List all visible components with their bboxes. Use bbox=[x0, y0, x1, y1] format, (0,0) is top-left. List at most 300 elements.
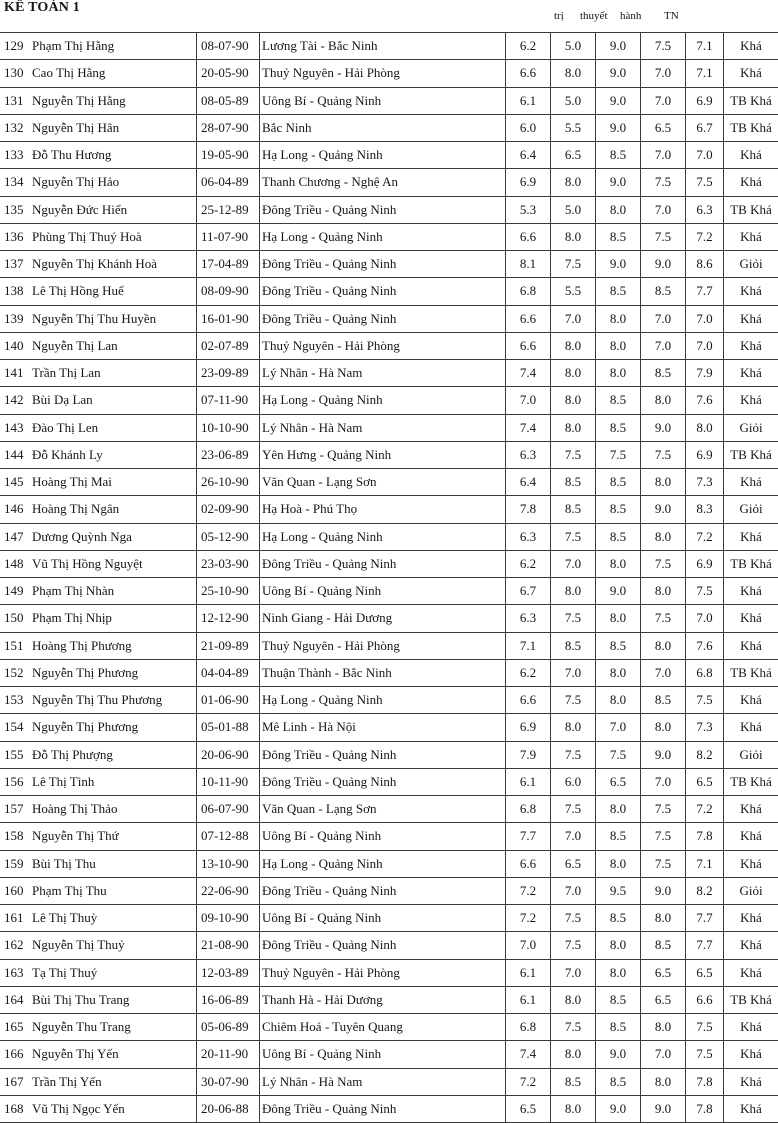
ranking-cell: Giỏi bbox=[724, 877, 778, 904]
score-cell: 6.3 bbox=[506, 523, 551, 550]
row-number-cell: 163 bbox=[0, 959, 29, 986]
score-cell: 8.0 bbox=[551, 1041, 596, 1068]
score-cell: 9.0 bbox=[641, 251, 686, 278]
score-cell: 8.0 bbox=[551, 387, 596, 414]
score-cell: 7.5 bbox=[641, 441, 686, 468]
hometown-cell: Đông Triều - Quảng Ninh bbox=[260, 550, 506, 577]
score-cell: 7.0 bbox=[641, 768, 686, 795]
score-cell: 6.1 bbox=[506, 768, 551, 795]
birth-date-cell: 26-10-90 bbox=[197, 469, 260, 496]
ranking-cell: Khá bbox=[724, 387, 778, 414]
ranking-cell: Khá bbox=[724, 905, 778, 932]
row-number-cell: 139 bbox=[0, 305, 29, 332]
student-name-cell: Hoàng Thị Ngân bbox=[29, 496, 197, 523]
score-cell: 7.4 bbox=[506, 1041, 551, 1068]
ranking-cell: Khá bbox=[724, 687, 778, 714]
score-cell: 7.5 bbox=[641, 850, 686, 877]
ranking-cell: Khá bbox=[724, 223, 778, 250]
score-cell: 8.5 bbox=[596, 1068, 641, 1095]
student-name-cell: Hoàng Thị Mai bbox=[29, 469, 197, 496]
hometown-cell: Đông Triều - Quảng Ninh bbox=[260, 251, 506, 278]
table-row bbox=[0, 1041, 778, 1068]
birth-date-cell: 10-11-90 bbox=[197, 768, 260, 795]
ranking-cell: Khá bbox=[724, 305, 778, 332]
row-number-cell: 129 bbox=[0, 33, 29, 60]
row-number-cell: 137 bbox=[0, 251, 29, 278]
score-cell: 8.0 bbox=[641, 905, 686, 932]
student-name-cell: Phạm Thị Hằng bbox=[29, 33, 197, 60]
birth-date-cell: 25-10-90 bbox=[197, 578, 260, 605]
ranking-cell: Khá bbox=[724, 605, 778, 632]
ranking-cell: TB Khá bbox=[724, 441, 778, 468]
hometown-cell: Thanh Hà - Hải Dương bbox=[260, 986, 506, 1013]
birth-date-cell: 05-06-89 bbox=[197, 1014, 260, 1041]
score-cell: 8.0 bbox=[551, 60, 596, 87]
score-cell: 6.7 bbox=[686, 114, 724, 141]
score-cell: 7.8 bbox=[686, 1068, 724, 1095]
score-cell: 7.5 bbox=[551, 523, 596, 550]
score-cell: 7.2 bbox=[686, 223, 724, 250]
hometown-cell: Uông Bí - Quảng Ninh bbox=[260, 87, 506, 114]
table-row bbox=[0, 796, 778, 823]
birth-date-cell: 08-09-90 bbox=[197, 278, 260, 305]
score-cell: 8.0 bbox=[596, 332, 641, 359]
ranking-cell: TB Khá bbox=[724, 114, 778, 141]
score-cell: 7.2 bbox=[686, 796, 724, 823]
ranking-cell: Khá bbox=[724, 523, 778, 550]
score-cell: 7.9 bbox=[506, 741, 551, 768]
score-cell: 6.2 bbox=[506, 33, 551, 60]
ranking-cell: Khá bbox=[724, 796, 778, 823]
ranking-cell: TB Khá bbox=[724, 659, 778, 686]
ranking-cell: Giỏi bbox=[724, 414, 778, 441]
score-cell: 8.5 bbox=[641, 360, 686, 387]
student-name-cell: Nguyễn Thị Thu Phương bbox=[29, 687, 197, 714]
score-cell: 8.6 bbox=[686, 251, 724, 278]
score-cell: 7.7 bbox=[506, 823, 551, 850]
score-cell: 7.5 bbox=[641, 550, 686, 577]
ranking-cell: Khá bbox=[724, 823, 778, 850]
table-row bbox=[0, 850, 778, 877]
birth-date-cell: 11-07-90 bbox=[197, 223, 260, 250]
row-number-cell: 132 bbox=[0, 114, 29, 141]
hometown-cell: Thuỷ Nguyên - Hải Phòng bbox=[260, 332, 506, 359]
score-cell: 7.5 bbox=[551, 441, 596, 468]
score-cell: 7.0 bbox=[686, 305, 724, 332]
ranking-cell: Khá bbox=[724, 1014, 778, 1041]
table-row bbox=[0, 523, 778, 550]
student-name-cell: Nguyễn Thị Lan bbox=[29, 332, 197, 359]
score-cell: 8.5 bbox=[551, 1068, 596, 1095]
score-cell: 9.0 bbox=[641, 414, 686, 441]
row-number-cell: 140 bbox=[0, 332, 29, 359]
hometown-cell: Bắc Ninh bbox=[260, 114, 506, 141]
score-cell: 9.0 bbox=[596, 114, 641, 141]
student-name-cell: Vũ Thị Hồng Nguyệt bbox=[29, 550, 197, 577]
score-cell: 7.2 bbox=[506, 1068, 551, 1095]
birth-date-cell: 23-03-90 bbox=[197, 550, 260, 577]
row-number-cell: 160 bbox=[0, 877, 29, 904]
row-number-cell: 130 bbox=[0, 60, 29, 87]
score-cell: 7.7 bbox=[686, 905, 724, 932]
score-cell: 5.0 bbox=[551, 196, 596, 223]
score-cell: 8.0 bbox=[596, 959, 641, 986]
student-name-cell: Nguyễn Thu Trang bbox=[29, 1014, 197, 1041]
score-cell: 7.8 bbox=[686, 1095, 724, 1122]
hometown-cell: Yên Hưng - Quảng Ninh bbox=[260, 441, 506, 468]
birth-date-cell: 07-12-88 bbox=[197, 823, 260, 850]
birth-date-cell: 23-06-89 bbox=[197, 441, 260, 468]
score-cell: 7.6 bbox=[686, 387, 724, 414]
score-cell: 8.0 bbox=[551, 578, 596, 605]
score-cell: 7.5 bbox=[641, 33, 686, 60]
ranking-cell: TB Khá bbox=[724, 550, 778, 577]
ranking-cell: Khá bbox=[724, 932, 778, 959]
score-cell: 8.0 bbox=[551, 332, 596, 359]
score-cell: 7.0 bbox=[641, 60, 686, 87]
ranking-cell: Khá bbox=[724, 1068, 778, 1095]
score-cell: 6.9 bbox=[506, 714, 551, 741]
student-name-cell: Trần Thị Yến bbox=[29, 1068, 197, 1095]
row-number-cell: 159 bbox=[0, 850, 29, 877]
score-cell: 8.5 bbox=[596, 496, 641, 523]
score-cell: 8.5 bbox=[641, 687, 686, 714]
score-cell: 8.5 bbox=[596, 632, 641, 659]
birth-date-cell: 12-03-89 bbox=[197, 959, 260, 986]
student-name-cell: Trần Thị Lan bbox=[29, 360, 197, 387]
student-name-cell: Cao Thị Hằng bbox=[29, 60, 197, 87]
table-body bbox=[0, 33, 778, 1123]
hometown-cell: Lý Nhân - Hà Nam bbox=[260, 1068, 506, 1095]
birth-date-cell: 10-10-90 bbox=[197, 414, 260, 441]
row-number-cell: 151 bbox=[0, 632, 29, 659]
row-number-cell: 150 bbox=[0, 605, 29, 632]
row-number-cell: 153 bbox=[0, 687, 29, 714]
ranking-cell: Giỏi bbox=[724, 496, 778, 523]
ranking-cell: Khá bbox=[724, 578, 778, 605]
row-number-cell: 158 bbox=[0, 823, 29, 850]
hometown-cell: Hạ Hoà - Phú Thọ bbox=[260, 496, 506, 523]
score-cell: 8.5 bbox=[596, 823, 641, 850]
score-cell: 7.8 bbox=[686, 823, 724, 850]
table-row bbox=[0, 305, 778, 332]
score-cell: 7.5 bbox=[551, 932, 596, 959]
hometown-cell: Uông Bí - Quảng Ninh bbox=[260, 823, 506, 850]
row-number-cell: 134 bbox=[0, 169, 29, 196]
birth-date-cell: 16-01-90 bbox=[197, 305, 260, 332]
row-number-cell: 142 bbox=[0, 387, 29, 414]
score-cell: 8.5 bbox=[596, 223, 641, 250]
table-row bbox=[0, 196, 778, 223]
score-cell: 8.3 bbox=[686, 496, 724, 523]
hometown-cell: Uông Bí - Quảng Ninh bbox=[260, 578, 506, 605]
birth-date-cell: 20-06-90 bbox=[197, 741, 260, 768]
hometown-cell: Thuỷ Nguyên - Hải Phòng bbox=[260, 632, 506, 659]
table-row bbox=[0, 605, 778, 632]
student-name-cell: Bùi Thị Thu bbox=[29, 850, 197, 877]
score-cell: 9.0 bbox=[641, 1095, 686, 1122]
hometown-cell: Uông Bí - Quảng Ninh bbox=[260, 905, 506, 932]
score-cell: 9.0 bbox=[596, 578, 641, 605]
ranking-cell: Khá bbox=[724, 632, 778, 659]
score-cell: 6.9 bbox=[506, 169, 551, 196]
score-cell: 9.0 bbox=[596, 251, 641, 278]
table-row bbox=[0, 87, 778, 114]
table-row bbox=[0, 986, 778, 1013]
student-results-table bbox=[0, 32, 778, 1123]
score-cell: 8.0 bbox=[551, 223, 596, 250]
score-cell: 6.9 bbox=[686, 441, 724, 468]
table-row bbox=[0, 687, 778, 714]
score-cell: 7.3 bbox=[686, 469, 724, 496]
row-number-cell: 145 bbox=[0, 469, 29, 496]
score-cell: 6.8 bbox=[686, 659, 724, 686]
score-cell: 8.0 bbox=[596, 687, 641, 714]
score-cell: 8.5 bbox=[596, 469, 641, 496]
row-number-cell: 157 bbox=[0, 796, 29, 823]
score-cell: 5.0 bbox=[551, 87, 596, 114]
student-name-cell: Phùng Thị Thuý Hoà bbox=[29, 223, 197, 250]
table-row bbox=[0, 387, 778, 414]
hometown-cell: Thuận Thành - Bắc Ninh bbox=[260, 659, 506, 686]
row-number-cell: 144 bbox=[0, 441, 29, 468]
row-number-cell: 131 bbox=[0, 87, 29, 114]
score-cell: 7.0 bbox=[641, 196, 686, 223]
score-cell: 8.0 bbox=[641, 1014, 686, 1041]
score-cell: 8.0 bbox=[596, 305, 641, 332]
score-cell: 8.1 bbox=[506, 251, 551, 278]
score-cell: 9.5 bbox=[596, 877, 641, 904]
score-cell: 7.0 bbox=[686, 332, 724, 359]
score-cell: 7.0 bbox=[551, 550, 596, 577]
score-cell: 7.5 bbox=[686, 1014, 724, 1041]
score-cell: 6.1 bbox=[506, 986, 551, 1013]
score-cell: 9.0 bbox=[641, 496, 686, 523]
table-row bbox=[0, 169, 778, 196]
ranking-cell: Giỏi bbox=[724, 741, 778, 768]
hometown-cell: Hạ Long - Quảng Ninh bbox=[260, 223, 506, 250]
row-number-cell: 135 bbox=[0, 196, 29, 223]
row-number-cell: 154 bbox=[0, 714, 29, 741]
score-cell: 6.5 bbox=[641, 959, 686, 986]
birth-date-cell: 12-12-90 bbox=[197, 605, 260, 632]
score-cell: 7.5 bbox=[641, 223, 686, 250]
score-cell: 9.0 bbox=[596, 1095, 641, 1122]
row-number-cell: 165 bbox=[0, 1014, 29, 1041]
table-row bbox=[0, 877, 778, 904]
score-cell: 7.0 bbox=[506, 932, 551, 959]
birth-date-cell: 13-10-90 bbox=[197, 850, 260, 877]
birth-date-cell: 28-07-90 bbox=[197, 114, 260, 141]
score-cell: 8.2 bbox=[686, 877, 724, 904]
score-cell: 6.5 bbox=[641, 114, 686, 141]
score-cell: 7.2 bbox=[506, 905, 551, 932]
student-name-cell: Phạm Thị Nhịp bbox=[29, 605, 197, 632]
hometown-cell: Đông Triều - Quảng Ninh bbox=[260, 305, 506, 332]
score-cell: 7.5 bbox=[551, 605, 596, 632]
score-cell: 7.1 bbox=[686, 60, 724, 87]
score-cell: 5.5 bbox=[551, 278, 596, 305]
ranking-cell: TB Khá bbox=[724, 986, 778, 1013]
table-row bbox=[0, 496, 778, 523]
birth-date-cell: 30-07-90 bbox=[197, 1068, 260, 1095]
score-cell: 8.0 bbox=[551, 714, 596, 741]
score-cell: 7.0 bbox=[551, 305, 596, 332]
score-cell: 7.2 bbox=[686, 523, 724, 550]
score-cell: 8.0 bbox=[596, 796, 641, 823]
score-cell: 8.0 bbox=[641, 469, 686, 496]
score-cell: 5.0 bbox=[551, 33, 596, 60]
student-name-cell: Đào Thị Len bbox=[29, 414, 197, 441]
score-cell: 6.5 bbox=[641, 986, 686, 1013]
birth-date-cell: 02-07-89 bbox=[197, 332, 260, 359]
score-cell: 7.5 bbox=[686, 687, 724, 714]
student-name-cell: Hoàng Thị Phương bbox=[29, 632, 197, 659]
ranking-cell: Khá bbox=[724, 60, 778, 87]
score-cell: 7.5 bbox=[551, 251, 596, 278]
student-name-cell: Phạm Thị Nhàn bbox=[29, 578, 197, 605]
student-name-cell: Nguyễn Thị Khánh Hoà bbox=[29, 251, 197, 278]
score-cell: 8.2 bbox=[686, 741, 724, 768]
table-row bbox=[0, 142, 778, 169]
student-name-cell: Nguyễn Thị Phương bbox=[29, 714, 197, 741]
student-name-cell: Nguyễn Thị Thu Huyền bbox=[29, 305, 197, 332]
row-number-cell: 166 bbox=[0, 1041, 29, 1068]
student-name-cell: Đỗ Thu Hương bbox=[29, 142, 197, 169]
table-row bbox=[0, 823, 778, 850]
score-cell: 6.8 bbox=[506, 796, 551, 823]
score-cell: 7.5 bbox=[641, 605, 686, 632]
ranking-cell: TB Khá bbox=[724, 87, 778, 114]
hometown-cell: Hạ Long - Quảng Ninh bbox=[260, 523, 506, 550]
hometown-cell: Đông Triều - Quảng Ninh bbox=[260, 196, 506, 223]
score-cell: 6.0 bbox=[506, 114, 551, 141]
hometown-cell: Văn Quan - Lạng Sơn bbox=[260, 469, 506, 496]
row-number-cell: 152 bbox=[0, 659, 29, 686]
student-name-cell: Hoàng Thị Thảo bbox=[29, 796, 197, 823]
row-number-cell: 147 bbox=[0, 523, 29, 550]
birth-date-cell: 22-06-90 bbox=[197, 877, 260, 904]
table-row bbox=[0, 659, 778, 686]
birth-date-cell: 06-07-90 bbox=[197, 796, 260, 823]
score-cell: 7.1 bbox=[506, 632, 551, 659]
birth-date-cell: 23-09-89 bbox=[197, 360, 260, 387]
student-name-cell: Bùi Thị Thu Trang bbox=[29, 986, 197, 1013]
student-name-cell: Lê Thị Tình bbox=[29, 768, 197, 795]
row-number-cell: 136 bbox=[0, 223, 29, 250]
birth-date-cell: 05-12-90 bbox=[197, 523, 260, 550]
score-cell: 9.0 bbox=[596, 1041, 641, 1068]
score-cell: 8.0 bbox=[641, 632, 686, 659]
score-cell: 8.5 bbox=[641, 278, 686, 305]
birth-date-cell: 25-12-89 bbox=[197, 196, 260, 223]
score-cell: 6.5 bbox=[551, 142, 596, 169]
birth-date-cell: 01-06-90 bbox=[197, 687, 260, 714]
birth-date-cell: 17-04-89 bbox=[197, 251, 260, 278]
birth-date-cell: 04-04-89 bbox=[197, 659, 260, 686]
ranking-cell: Khá bbox=[724, 33, 778, 60]
student-name-cell: Vũ Thị Ngọc Yến bbox=[29, 1095, 197, 1122]
score-cell: 6.5 bbox=[551, 850, 596, 877]
hometown-cell: Đông Triều - Quảng Ninh bbox=[260, 768, 506, 795]
score-cell: 7.0 bbox=[686, 605, 724, 632]
score-cell: 8.5 bbox=[551, 469, 596, 496]
score-cell: 8.0 bbox=[596, 360, 641, 387]
score-cell: 7.5 bbox=[641, 169, 686, 196]
student-name-cell: Nguyễn Thị Phương bbox=[29, 659, 197, 686]
score-cell: 7.8 bbox=[506, 496, 551, 523]
ranking-cell: Khá bbox=[724, 850, 778, 877]
score-cell: 7.5 bbox=[551, 1014, 596, 1041]
student-name-cell: Nguyễn Thị Yến bbox=[29, 1041, 197, 1068]
birth-date-cell: 08-05-89 bbox=[197, 87, 260, 114]
score-cell: 8.0 bbox=[641, 1068, 686, 1095]
hometown-cell: Thanh Chương - Nghệ An bbox=[260, 169, 506, 196]
hometown-cell: Hạ Long - Quảng Ninh bbox=[260, 850, 506, 877]
score-cell: 6.3 bbox=[686, 196, 724, 223]
score-cell: 6.3 bbox=[506, 441, 551, 468]
student-name-cell: Lê Thị Thuỳ bbox=[29, 905, 197, 932]
score-cell: 8.5 bbox=[596, 523, 641, 550]
score-cell: 8.5 bbox=[596, 1014, 641, 1041]
table-row bbox=[0, 905, 778, 932]
hometown-cell: Lý Nhân - Hà Nam bbox=[260, 360, 506, 387]
score-cell: 9.0 bbox=[596, 60, 641, 87]
table-row bbox=[0, 60, 778, 87]
student-name-cell: Nguyễn Thị Thứ bbox=[29, 823, 197, 850]
score-cell: 6.6 bbox=[506, 305, 551, 332]
ranking-cell: Giỏi bbox=[724, 251, 778, 278]
score-cell: 8.0 bbox=[686, 414, 724, 441]
score-cell: 8.5 bbox=[596, 905, 641, 932]
score-cell: 6.6 bbox=[506, 223, 551, 250]
table-row bbox=[0, 578, 778, 605]
row-number-cell: 149 bbox=[0, 578, 29, 605]
row-number-cell: 156 bbox=[0, 768, 29, 795]
score-cell: 7.5 bbox=[686, 1041, 724, 1068]
student-name-cell: Bùi Dạ Lan bbox=[29, 387, 197, 414]
score-cell: 7.5 bbox=[551, 905, 596, 932]
row-number-cell: 168 bbox=[0, 1095, 29, 1122]
ranking-cell: Khá bbox=[724, 959, 778, 986]
student-name-cell: Đỗ Khánh Ly bbox=[29, 441, 197, 468]
score-cell: 8.5 bbox=[596, 986, 641, 1013]
birth-date-cell: 21-09-89 bbox=[197, 632, 260, 659]
table-row bbox=[0, 1014, 778, 1041]
ranking-cell: Khá bbox=[724, 332, 778, 359]
score-cell: 7.5 bbox=[686, 578, 724, 605]
birth-date-cell: 20-06-88 bbox=[197, 1095, 260, 1122]
birth-date-cell: 06-04-89 bbox=[197, 169, 260, 196]
score-cell: 7.5 bbox=[686, 169, 724, 196]
score-cell: 7.5 bbox=[551, 741, 596, 768]
score-cell: 6.5 bbox=[596, 768, 641, 795]
page-title: KẾ TOÁN 1 bbox=[2, 0, 84, 16]
hometown-cell: Mê Linh - Hà Nội bbox=[260, 714, 506, 741]
score-cell: 8.5 bbox=[596, 142, 641, 169]
score-cell: 6.8 bbox=[506, 278, 551, 305]
score-cell: 7.0 bbox=[686, 142, 724, 169]
column-header-fragment: hành bbox=[620, 10, 642, 22]
birth-date-cell: 20-05-90 bbox=[197, 60, 260, 87]
score-cell: 7.2 bbox=[506, 877, 551, 904]
score-cell: 6.2 bbox=[506, 659, 551, 686]
score-cell: 8.0 bbox=[641, 578, 686, 605]
student-name-cell: Đỗ Thị Phượng bbox=[29, 741, 197, 768]
score-cell: 7.0 bbox=[551, 659, 596, 686]
ranking-cell: TB Khá bbox=[724, 196, 778, 223]
table-row bbox=[0, 768, 778, 795]
